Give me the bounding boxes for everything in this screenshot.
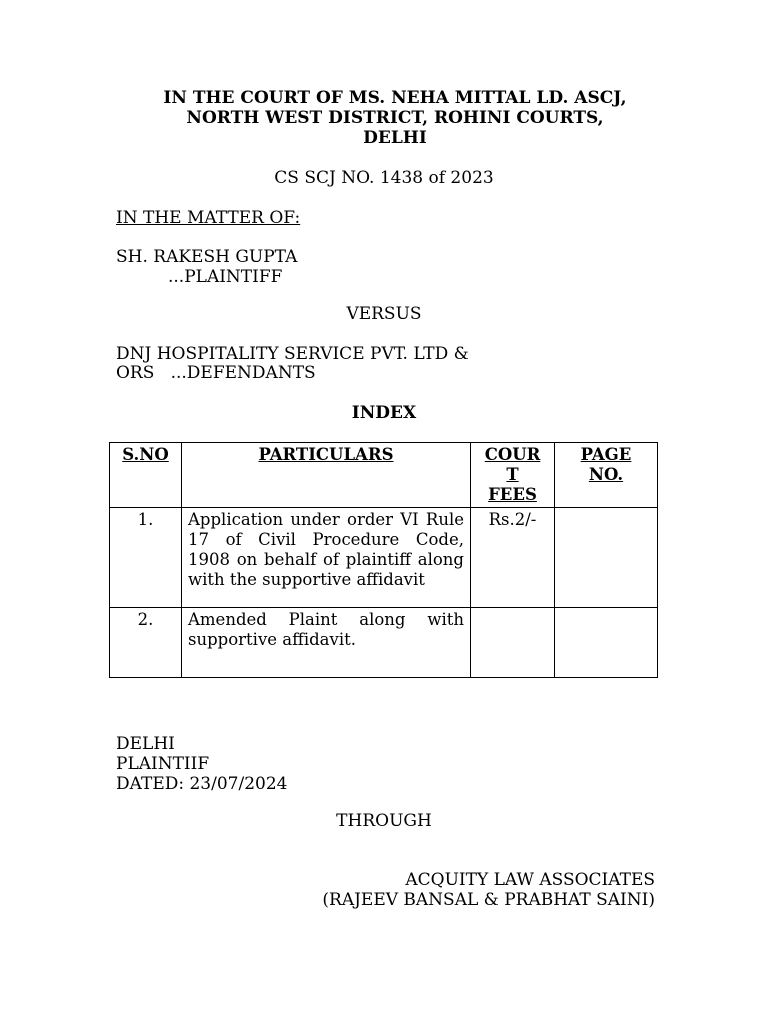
versus-label: VERSUS bbox=[346, 304, 422, 324]
header-particulars: PARTICULARS bbox=[182, 443, 471, 508]
court-heading-line-2: NORTH WEST DISTRICT, ROHINI COURTS, bbox=[186, 108, 604, 128]
header-sno: S.NO bbox=[110, 443, 182, 508]
footer-place: DELHI bbox=[116, 734, 175, 754]
header-court-fees bbox=[471, 443, 555, 508]
through-label: THROUGH bbox=[336, 811, 432, 831]
advocate-names: (RAJEEV BANSAL & PRABHAT SAINI) bbox=[322, 890, 655, 910]
header-page-no bbox=[555, 443, 658, 508]
index-table bbox=[109, 442, 658, 678]
row-sno: 2. bbox=[110, 608, 182, 678]
row-particulars: Amended Plaint along with supportive affidavit. bbox=[182, 608, 471, 678]
header-page-no-line-1: PAGE bbox=[580, 445, 632, 464]
row-court-fees bbox=[471, 608, 555, 678]
footer-dated: DATED: 23/07/2024 bbox=[116, 774, 288, 794]
table-row bbox=[110, 608, 658, 678]
row-page-no bbox=[555, 608, 658, 678]
plaintiff-role: ...PLAINTIFF bbox=[168, 267, 283, 287]
defendant-line-1: DNJ HOSPITALITY SERVICE PVT. LTD & bbox=[116, 344, 469, 364]
row-court-fees: Rs.2/- bbox=[471, 508, 555, 608]
header-court-fees-line-2: T bbox=[506, 465, 519, 484]
court-heading bbox=[110, 88, 680, 148]
header-page-no-line-2: NO. bbox=[588, 465, 624, 484]
law-firm-name: ACQUITY LAW ASSOCIATES bbox=[405, 870, 655, 890]
plaintiff-name: SH. RAKESH GUPTA bbox=[116, 247, 298, 267]
table-header-row bbox=[110, 443, 658, 508]
footer-party: PLAINTIIF bbox=[116, 754, 210, 774]
court-heading-line-1: IN THE COURT OF MS. NEHA MITTAL LD. ASCJ, bbox=[163, 88, 627, 108]
row-page-no bbox=[555, 508, 658, 608]
case-number: CS SCJ NO. 1438 of 2023 bbox=[274, 168, 494, 188]
table-row bbox=[110, 508, 658, 608]
index-title: INDEX bbox=[351, 403, 417, 423]
defendant-line-2: ORS ...DEFENDANTS bbox=[116, 363, 316, 383]
court-heading-line-3: DELHI bbox=[363, 128, 427, 148]
header-court-fees-line-3: FEES bbox=[488, 485, 537, 504]
row-particulars: Application under order VI Rule 17 of Civil Procedure Code, 1908 on behalf of plaintiff along with the supportive affidavit bbox=[182, 508, 471, 608]
header-court-fees-line-1: COUR bbox=[484, 445, 541, 464]
row-sno: 1. bbox=[110, 508, 182, 608]
matter-label: IN THE MATTER OF: bbox=[116, 208, 301, 228]
